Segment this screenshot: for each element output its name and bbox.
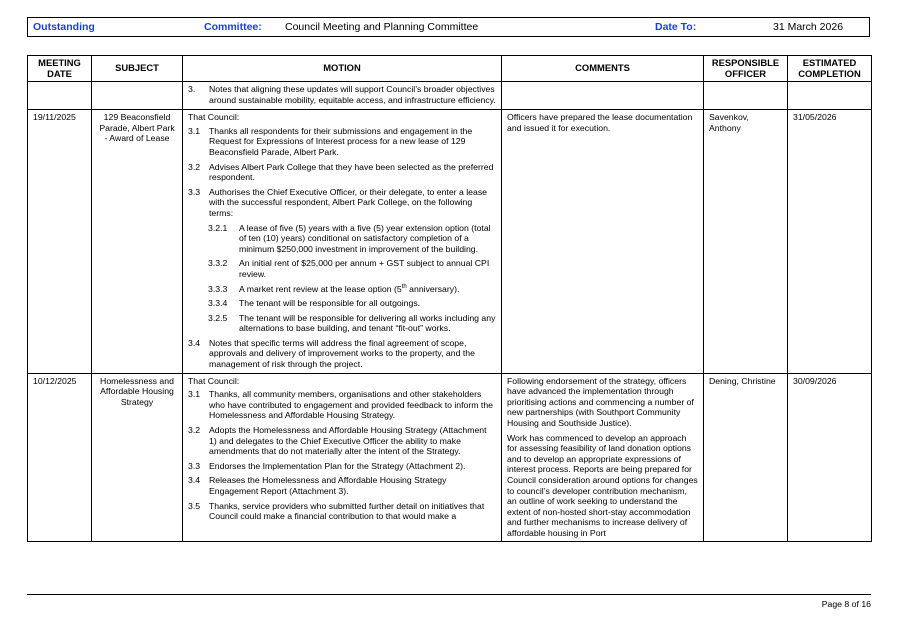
page-number: Page 8 of 16	[821, 599, 871, 609]
committee-value: Council Meeting and Planning Committee	[285, 21, 479, 33]
table-row	[28, 82, 872, 110]
col-responsible-officer: RESPONSIBLE OFFICER	[704, 56, 788, 82]
motion-subitem: 3.3.4 The tenant will be responsible for all outgoings.	[208, 298, 421, 309]
actions-table	[27, 55, 872, 542]
estimated-completion: 31/05/2026	[788, 110, 872, 373]
motion-item: 3.3 Authorises the Chief Executive Officer, or their delegate, to enter a lease with the successful respondent, Albert Park College, on the following terms:	[188, 186, 487, 218]
report-header	[27, 17, 870, 37]
table-row	[28, 110, 872, 373]
meeting-date: 19/11/2025	[28, 110, 92, 373]
motion-cell	[183, 110, 502, 373]
col-comments: COMMENTS	[502, 56, 704, 82]
motion-item: 3.5 Thanks, service providers who submitted further detail on initiatives that Council could make a financial contribution to that would make a	[188, 500, 485, 522]
responsible-officer: Dening, Christine	[704, 373, 788, 541]
motion-cell	[183, 373, 502, 541]
outstanding-label: Outstanding	[33, 21, 95, 33]
motion-item: 3.2 Adopts the Homelessness and Affordable Housing Strategy (Attachment 1) and delegates to the Chief Executive Officer the ability to make amendments that do not materially alter the intent of the Strategy.	[188, 425, 487, 457]
comments-cell	[502, 373, 704, 541]
col-estimated-completion: ESTIMATED COMPLETION	[788, 56, 872, 82]
motion-subitem: 3.2.5 The tenant will be responsible for delivering all works including any alternations to base building, and tenant “fit-out” works.	[208, 312, 496, 334]
comment-paragraph: Work has commenced to develop an approach for assessing feasibility of land donation options and to develop an appropriate expressions of interest process. Reports are being prepared for Council consideration around options for changes to council’s developer contribution mechanism, an outline of work seeking to understand the extent of non-hosted short-stay accommodation and further mechanisms to increase delivery of affordable housing in Port	[507, 432, 698, 538]
motion-cell	[183, 82, 502, 110]
footer-rule	[27, 594, 871, 595]
responsible-officer: Savenkov, Anthony	[704, 110, 788, 373]
motion-item: 3. Notes that aligning these updates will support Council’s broader objectives around sustainable mobility, equitable access, and infrastructure efficiency.	[188, 84, 496, 105]
motion-intro: That Council:	[188, 375, 240, 386]
subject: Homelessness and Affordable Housing Strategy	[92, 373, 183, 541]
motion-item: 3.3 Endorses the Implementation Plan for the Strategy (Attachment 2).	[188, 460, 466, 471]
motion-subitem: 3.2.1 A lease of five (5) years with a five (5) year extension option (total of ten (10) years) conditional on satisfactory completion of a minimum $250,000 investment in improvement of the building.	[208, 222, 491, 254]
table-row	[28, 373, 872, 541]
date-to-value: 31 March 2026	[773, 21, 844, 33]
table-header-row	[28, 56, 872, 82]
motion-subitem: 3.3.3 A market rent review at the lease option (5th anniversary).	[208, 283, 460, 294]
col-subject: SUBJECT	[92, 56, 183, 82]
date-to-label: Date To:	[655, 21, 697, 33]
motion-item: 3.4 Releases the Homelessness and Affordable Housing Strategy Engagement Report (Attachment 3).	[188, 475, 447, 496]
meeting-date: 10/12/2025	[28, 373, 92, 541]
motion-item: 3.4 Notes that specific terms will address the final agreement of scope, approvals and delivery of improvement works to the property, and the management of risk through the project.	[188, 337, 475, 370]
motion-item: 3.2 Advises Albert Park College that they have been selected as the preferred respondent.	[188, 161, 494, 183]
comments-cell: Officers have prepared the lease documentation and issued it for execution.	[502, 110, 704, 373]
committee-label: Committee:	[204, 21, 262, 33]
subject: 129 Beaconsfield Parade, Albert Park - Award of Lease	[92, 110, 183, 373]
motion-subitem: 3.3.2 An initial rent of $25,000 per annum + GST subject to annual CPI review.	[208, 258, 490, 279]
motion-item: 3.1 Thanks, all community members, organisations and other stakeholders who have contributed to engagement and provided feedback to inform the Homelessness and Affordable Housing Strategy.	[188, 389, 493, 421]
col-meeting-date: MEETING DATE	[28, 56, 92, 82]
motion-item: 3.1 Thanks all respondents for their submissions and engagement in the Request for Expressions of Interest process for a new lease of 129 Beaconsfield Parade, Albert Park.	[188, 125, 473, 157]
estimated-completion: 30/09/2026	[788, 373, 872, 541]
comment-paragraph: Following endorsement of the strategy, officers have advanced the implementation through prioritising actions and commencing a number of new partnerships (with Southport Community Housing and Southside Justice).	[507, 375, 694, 429]
motion-intro: That Council:	[188, 112, 240, 123]
col-motion: MOTION	[183, 56, 502, 82]
